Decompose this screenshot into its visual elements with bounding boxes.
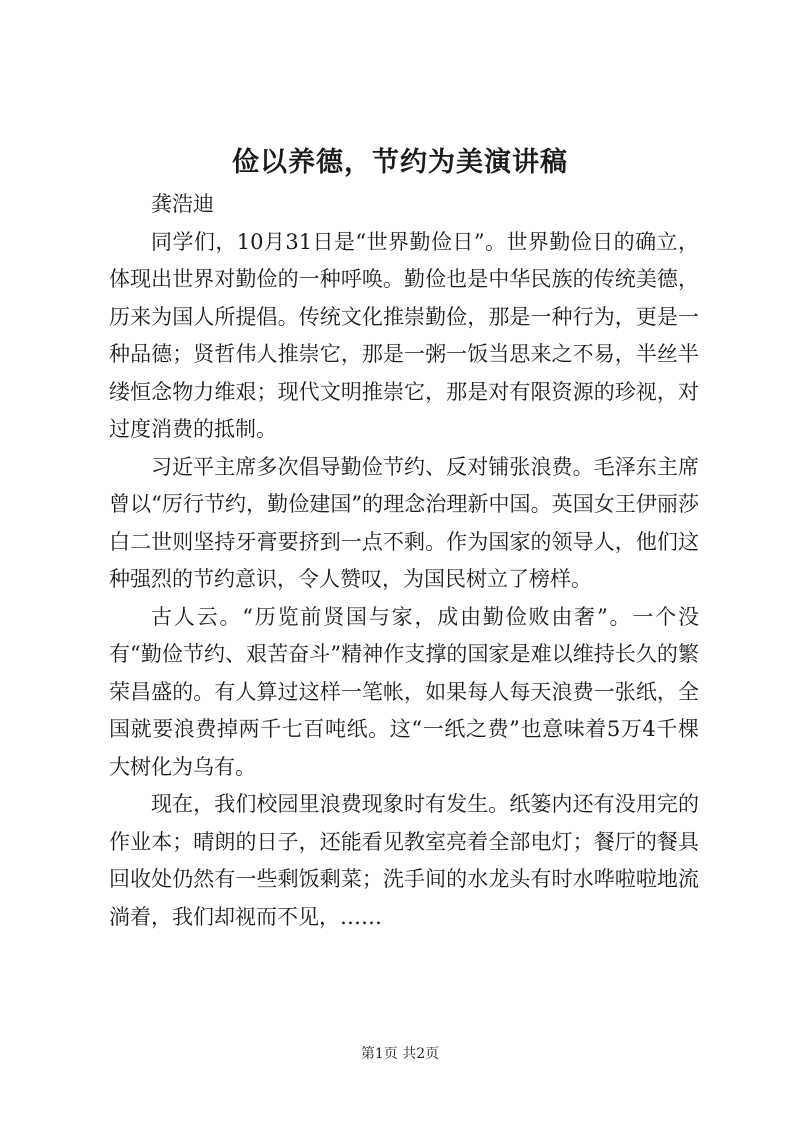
paragraph-4: 现在，我们校园里浪费现象时有发生。纸篓内还有没用完的作业本；晴朗的日子，还能看见教室亮着全部电灯；餐厅的餐具回收处仍然有一些剩饭剩菜；洗手间的水龙头有时水哗啦啦地流淌着，我们却视而不见，…… — [109, 792, 699, 929]
paragraph-2: 习近平主席多次倡导勤俭节约、反对铺张浪费。毛泽东主席曾以“厉行节约，勤俭建国”的理念治理新中国。英国女王伊丽莎白二世则坚持牙膏要挤到一点不剩。作为国家的领导人，他们这种强烈的节约意识，令人赞叹，为国民树立了榜样。 — [109, 454, 699, 591]
page-title: 俭以养德，节约为美演讲稿 — [232, 147, 568, 178]
paragraph-1: 同学们，10月31日是“世界勤俭日”。世界勤俭日的确立，体现出世界对勤俭的一种呼唤。勤俭也是中华民族的传统美德，历来为国人所提倡。传统文化推崇勤俭，那是一种行为，更是一种品德；贤哲伟人推崇它，那是一粥一饭当思来之不易，半丝半缕恒念物力维艰；现代文明推崇它，那是对有限资源的珍视，对过度消费的抵制。 — [109, 229, 699, 441]
paragraph-3: 古人云。“历览前贤国与家，成由勤俭败由奢”。一个没有“勤俭节约、艰苦奋斗”精神作支撑的国家是难以维持长久的繁荣昌盛的。有人算过这样一笔帐，如果每人每天浪费一张纸，全国就要浪费掉两千七百吨纸。这“一纸之费”也意味着5万4千棵大树化为乌有。 — [109, 604, 699, 779]
page-footer: 第1页 共2页 — [360, 1046, 440, 1062]
author-name: 龚浩迪 — [151, 192, 214, 216]
document-body — [109, 186, 699, 936]
